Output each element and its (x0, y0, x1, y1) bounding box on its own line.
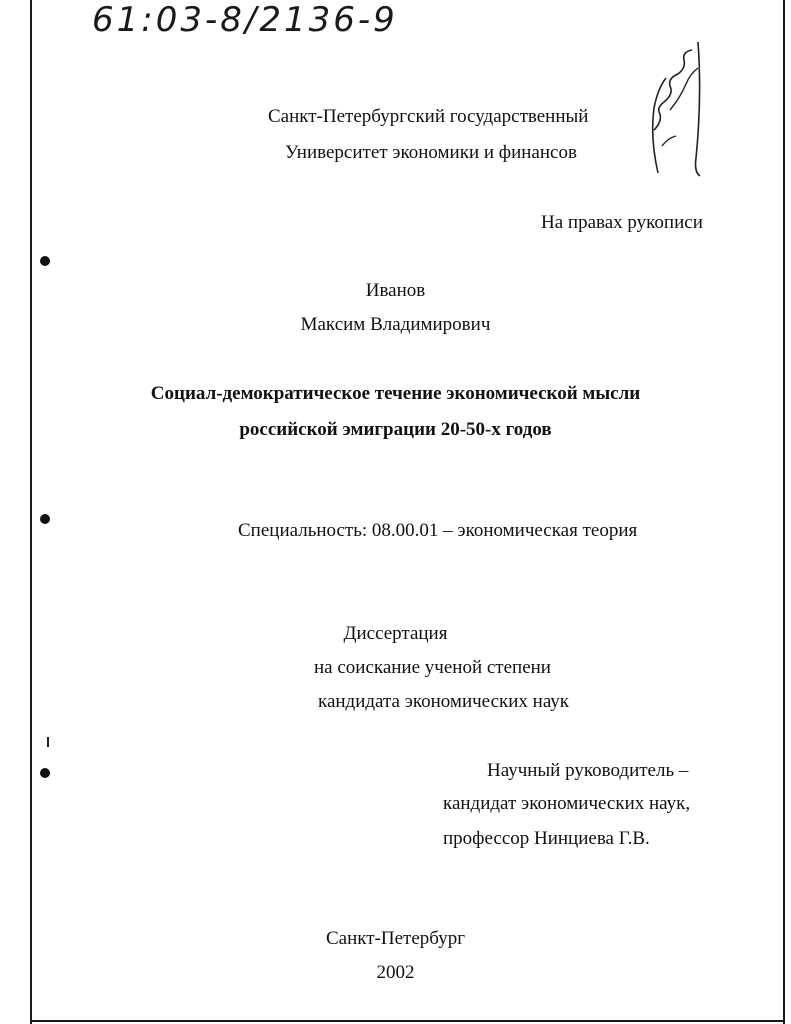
scan-border-left (30, 0, 32, 1024)
signature-icon (640, 38, 710, 178)
punch-hole-middle (40, 514, 50, 524)
supervisor-line-1: Научный руководитель – (487, 760, 689, 781)
dissertation-line-3: кандидата экономических наук (318, 691, 570, 712)
author-given-names: Максим Владимирович (300, 314, 491, 335)
specialty-line: Специальность: 08.00.01 – экономическая теория (238, 520, 638, 541)
supervisor-line-3: профессор Нинциева Г.В. (443, 828, 650, 849)
supervisor-line-2: кандидат экономических наук, (443, 793, 691, 814)
institution-line-1: Санкт-Петербургский государственный (268, 106, 589, 127)
thesis-title-line-2: российской эмиграции 20-50-х годов (239, 419, 552, 440)
city-label: Санкт-Петербург (325, 928, 465, 949)
scan-mark (47, 737, 49, 747)
scan-border-bottom (30, 1020, 785, 1022)
punch-hole-top (40, 256, 50, 266)
year-label: 2002 (376, 962, 415, 983)
institution-line-2: Университет экономики и финансов (285, 142, 577, 163)
dissertation-line-1: Диссертация (343, 623, 448, 644)
author-surname: Иванов (365, 280, 426, 301)
archive-stamp: 61:03-8/2136-9 (92, 0, 398, 40)
manuscript-rights-label: На правах рукописи (541, 212, 703, 233)
scan-border-right (783, 0, 785, 1024)
punch-hole-bottom (40, 768, 50, 778)
dissertation-line-2: на соискание ученой степени (314, 657, 551, 678)
thesis-title-line-1: Социал-демократическое течение экономической мысли (150, 383, 641, 404)
